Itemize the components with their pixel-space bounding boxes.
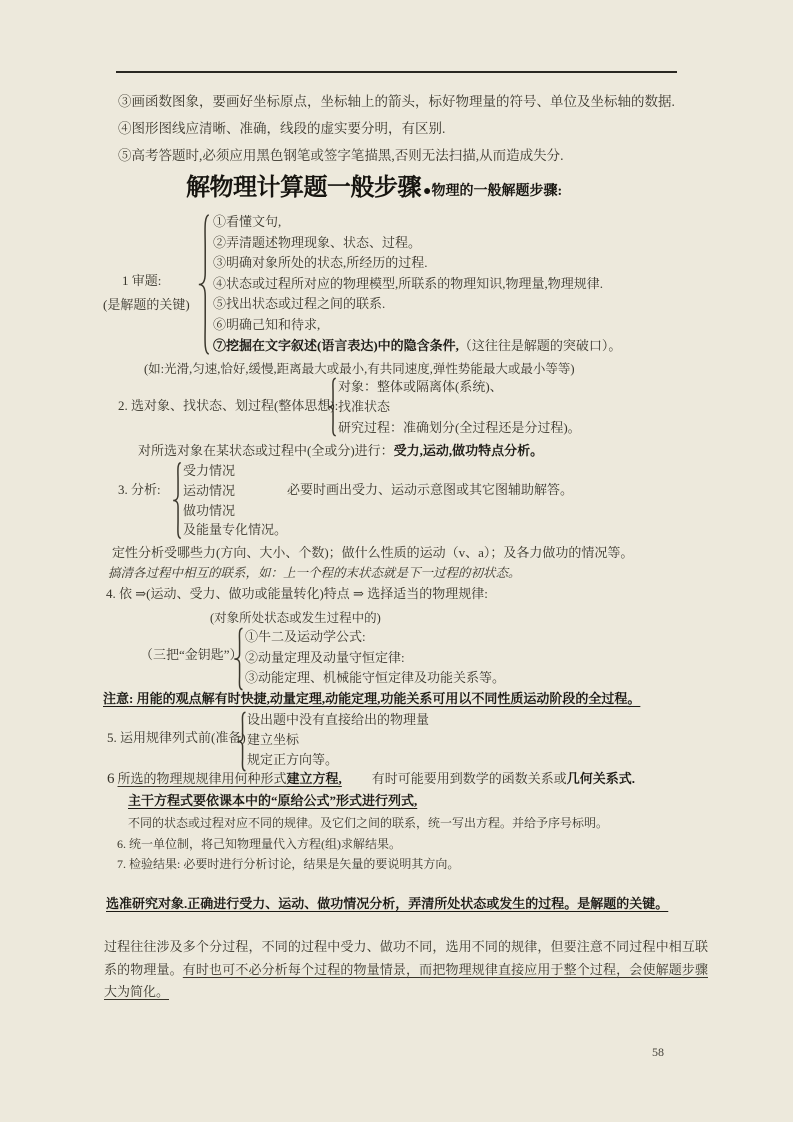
page-title-main: 解物理计算题一般步骤: [186, 175, 421, 201]
step3-side-note: 必要时画出受力、运动示意图或其它图辅助解答。: [287, 482, 574, 497]
step4-keys-label: （三把“金钥匙”）: [140, 647, 243, 662]
step7-check-line: 7. 检验结果: 必要时进行分析讨论，结果是矢量的要说明其方向。: [117, 857, 460, 871]
step5-item: 规定正方向等。: [247, 751, 339, 767]
step6-text-underlined: 所选的物理规规律用何种形式: [117, 771, 287, 786]
step2-followup: [138, 442, 543, 461]
step4-item: ②动量定理及动量守恒定律:: [245, 649, 405, 665]
step6-principle-line: 主干方程式要依课本中的“原给公式”形式进行列式,: [128, 793, 418, 808]
step5-item: 设出题中没有直接给出的物理量: [247, 712, 430, 727]
summary-key-line: 选准研究对象.正确进行受力、运动、做功情况分析，弄清所处状态或发生的过程。是解题的关键。: [106, 896, 669, 911]
step3-note2: 搞清各过程中相互的联系，如：上一个程的末状态就是下一过程的初状态。: [108, 566, 521, 580]
page-title: [186, 171, 562, 206]
step1-item: ⑥明确己知和待求,: [213, 316, 321, 332]
step5-label: 5. 运用规律列式前(准备): [107, 730, 246, 745]
step4-brace: [232, 627, 246, 691]
intro-notes: [118, 88, 675, 169]
step2-item: 对象：整体或隔离体(系统)、: [338, 379, 503, 394]
step3-item: 运动情况: [183, 482, 236, 498]
header-rule: [116, 71, 677, 73]
step2-item: 研究过程：准确划分(全过程还是分过程)。: [338, 419, 581, 435]
step4-attention-note: [103, 690, 640, 709]
step2-followup-bold: 受力,运动,做功特点分析。: [393, 443, 544, 458]
step1-item: ②弄清题述物理现象、状态、过程。: [213, 234, 422, 250]
step1-item: ①看懂文句,: [213, 214, 282, 229]
closing-paragraph: [104, 936, 708, 1004]
attention-word: 注意: [103, 691, 130, 706]
attention-text: : 用能的观点解有时快捷,动量定理,动能定理,功能关系可用以不同性质运动阶段的全过程。: [129, 691, 641, 706]
step6-number: 6: [107, 771, 115, 787]
step5-items: [247, 710, 429, 769]
step4-item: ①牛二及运动学公式:: [245, 629, 366, 644]
step6-text-rest: 有时可能要用到数学的函数关系或: [371, 771, 567, 786]
page-number: 58: [652, 1045, 664, 1059]
step6-text-bold: 建立方程,: [286, 771, 342, 786]
step1-item7-bold: ⑦挖掘在文字叙述(语言表达)中的隐含条件,: [213, 337, 459, 353]
step1-brace: [196, 212, 213, 357]
step2-label: 2. 选对象、找状态、划过程(整体思想):: [118, 398, 339, 413]
step6-units-line: 6. 统一单位制，将己知物理量代入方程(组)求解结果。: [117, 837, 401, 851]
step4-item: ③动能定理、机械能守恒定律及功能关系等。: [245, 670, 506, 686]
step4-label: 4. 依 ⇒(运动、受力、做功或能量转化)特点 ⇒ 选择适当的物理规律:: [106, 586, 488, 601]
step1-item: ⑤找出状态或过程之间的联系.: [213, 296, 386, 312]
step5-item: 建立坐标: [247, 731, 300, 747]
step3-label: 3. 分析:: [118, 482, 161, 497]
step6-text-rest-bold: 几何关系式.: [566, 771, 636, 786]
step3-item: 做功情况: [183, 502, 236, 518]
step4-items: [245, 627, 505, 689]
step1-label: 1 审题:: [122, 273, 162, 288]
page-title-sub: ●物理的一般解题步骤:: [423, 184, 563, 199]
closing-underlined: 有时也可不必分析每个过程的物量情景，而把物理规律直接应用于整个过程，会使解题步骤大为简化。: [104, 961, 708, 999]
step2-items: [338, 377, 581, 438]
intro-line-4: ④图形图线应清晰、准确，线段的虚实要分明，有区别.: [118, 121, 446, 136]
closing-prefix: 过程往往涉及多个分过程，不同的过程中受力、做功不同，选用不同的规律，但要注意不同过程中相互联系的物理量。: [104, 939, 708, 977]
step1-items: [213, 212, 621, 356]
step2-followup-prefix: 对所选对象在某状态或过程中(全或分)进行：: [138, 443, 394, 458]
step3-items: [183, 461, 287, 540]
step1-label-note: (是解题的关键): [103, 297, 190, 312]
step6-equation-line: [107, 769, 635, 791]
step1-hint-note: (如:光滑,匀速,恰好,缓慢,距离最大或最小,有共同速度,弹性势能最大或最小等等): [144, 362, 575, 376]
step4-sub: (对象所处状态或发生过程中的): [210, 611, 381, 625]
step3-item: 及能量专化情况。: [183, 522, 288, 538]
step3-note1: 定性分析受哪些力(方向、大小、个数)；做什么性质的运动（v、a）；及各力做功的情况等。: [112, 545, 634, 560]
step1-item: ④状态或过程所对应的物理模型,所联系的物理知识,物理量,物理规律.: [213, 275, 604, 291]
step1-item-7: [213, 336, 621, 357]
step3-item: 受力情况: [183, 463, 236, 478]
intro-line-5: ⑤高考答题时,必须应用黑色钢笔或签字笔描黑,否则无法扫描,从而造成失分.: [118, 148, 564, 163]
step1-item7-rest: （这往往是解题的突破口）。: [458, 337, 622, 353]
step1-item: ③明确对象所处的状态,所经历的过程.: [213, 255, 428, 271]
step6-detail-line: 不同的状态或过程对应不同的规律。及它们之间的联系，统一写出方程。并给予序号标明。: [128, 816, 609, 830]
step2-item: 找准状态: [338, 399, 391, 415]
intro-line-3: ③画函数图象，要画好坐标原点，坐标轴上的箭头，标好物理量的符号、单位及坐标轴的数据.: [118, 94, 675, 109]
